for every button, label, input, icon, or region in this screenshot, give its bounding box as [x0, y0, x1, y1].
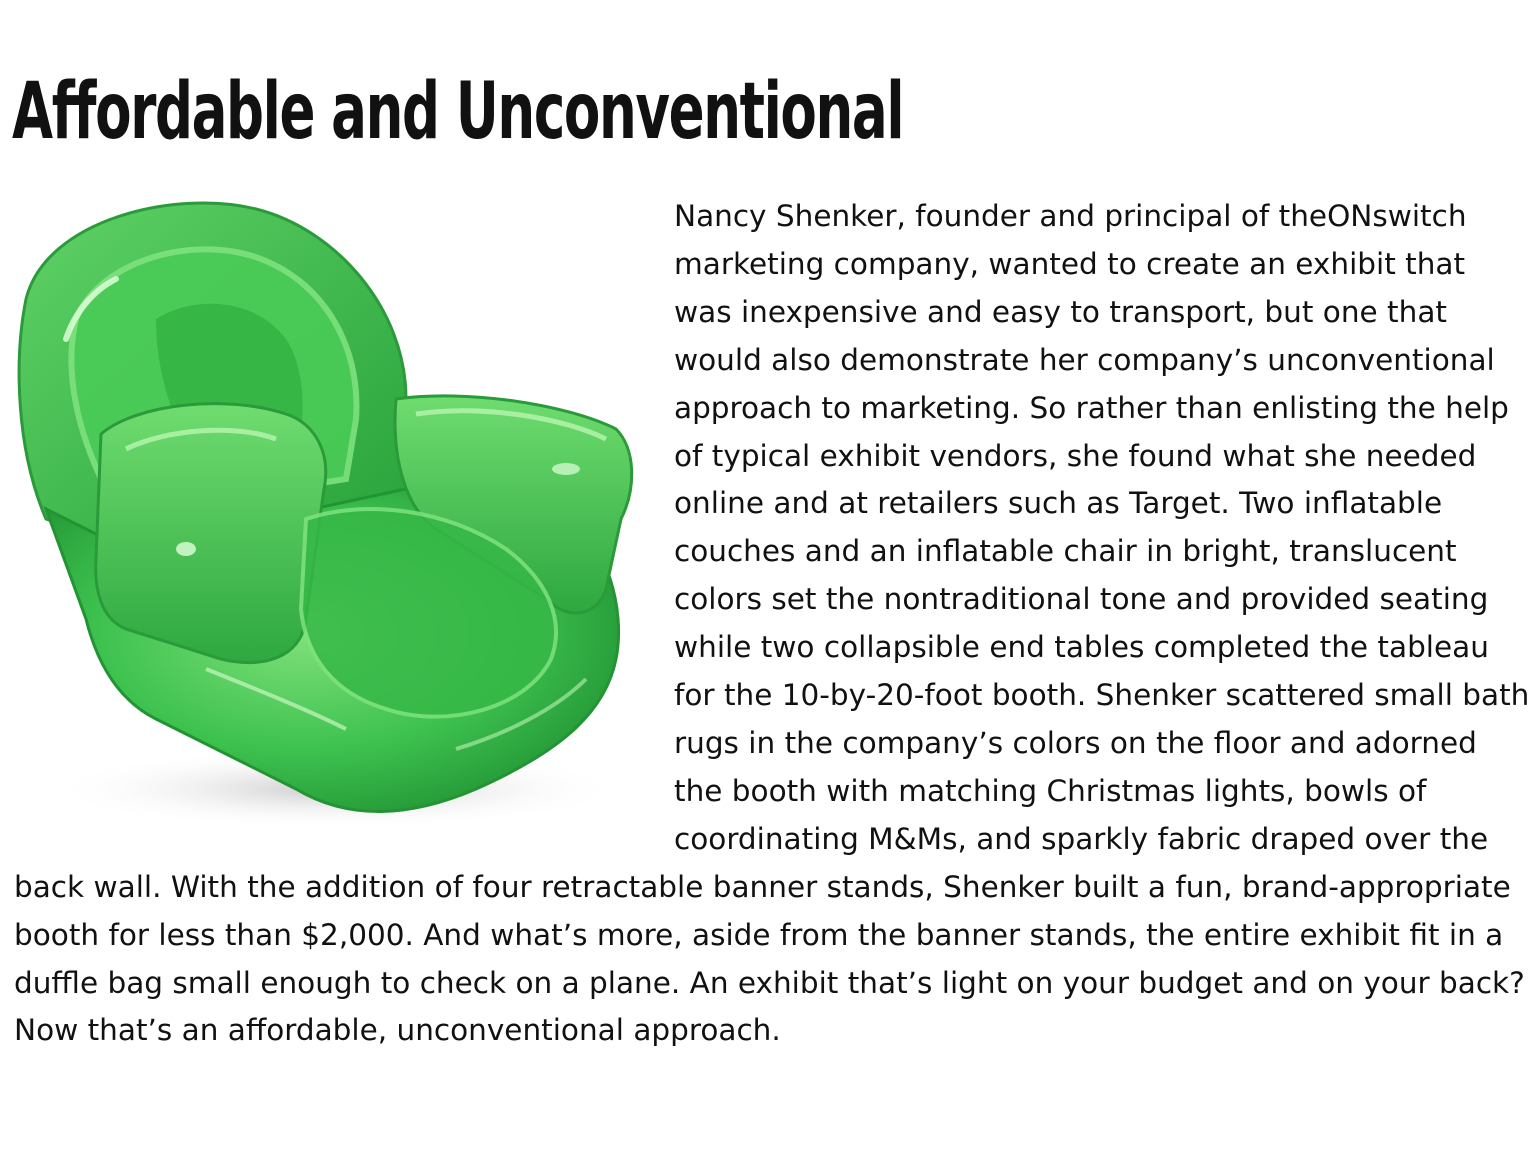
article-body-text: Nancy Shenker, founder and principal of theONswitch marketing company, wanted to create an exhibit that was inexpensive and easy to transport, but one that would also demonstrate her company’s unconventional approach to marketing. So rather than enlisting the help of typical exhibit vendors, she found what she needed online and at retailers such as Target. Two inflatable couches and an inflatable chair in bright, translucent colors set the nontraditional tone and provided seating while two collapsible end tables completed the tableau for the 10-by-20-foot booth. Shenker scattered small bath rugs in the company’s colors on the floor and adorned the booth with matching Christmas lights, bowls of coordinating M&Ms, and sparkly fabric draped over the back wall. With the addition of four retractable banner stands, Shenker built a fun, brand-appropriate booth for less than $2,000. And what’s more, aside from the banner stands, the entire exhibit fit in a duffle bag small enough to check on a plane. An exhibit that’s light on your budget and on your back? Now that’s an affordable, unconventional approach. — [14, 199, 1530, 1048]
article-title: Affordable and Unconventional — [12, 67, 904, 157]
chair-left-armrest — [96, 404, 326, 663]
inflatable-chair-photo — [14, 193, 644, 843]
inflatable-chair-illustration — [6, 189, 646, 839]
article-body-container — [14, 193, 1530, 1055]
